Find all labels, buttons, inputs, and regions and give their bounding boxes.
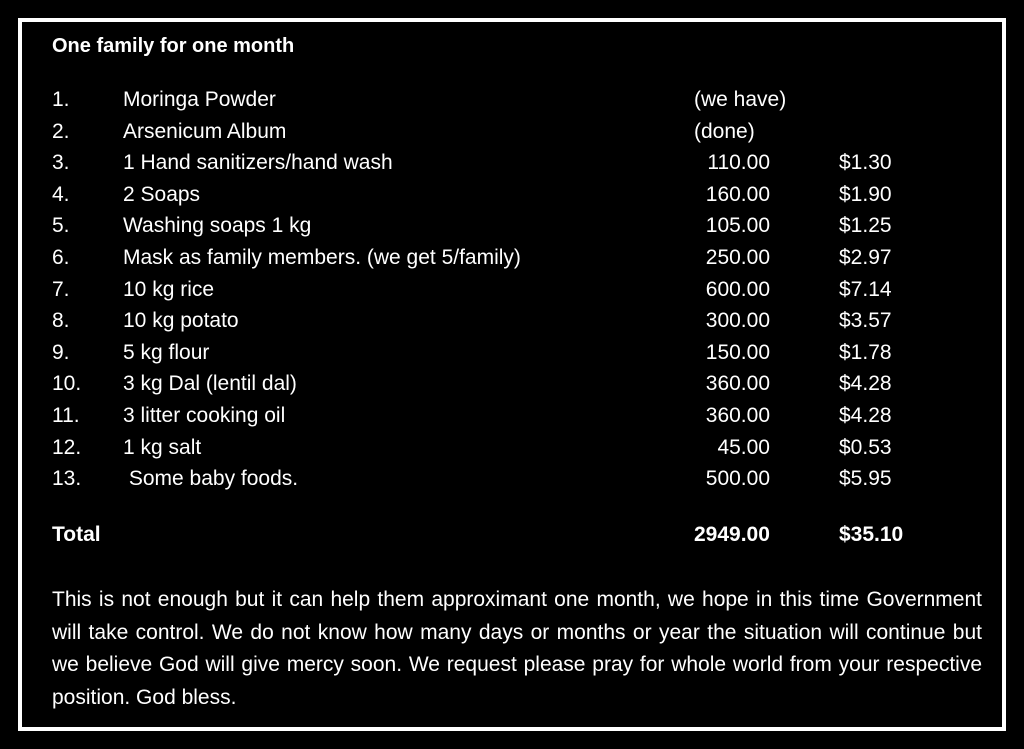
item-description: Some baby foods. bbox=[123, 467, 299, 491]
list-item bbox=[22, 337, 1002, 369]
item-number: 3. bbox=[52, 151, 70, 175]
item-description: 1 kg salt bbox=[123, 435, 202, 459]
item-usd: $4.28 bbox=[839, 372, 892, 396]
item-amount: 110.00 bbox=[707, 151, 770, 175]
item-number: 7. bbox=[52, 277, 70, 301]
list-item bbox=[22, 210, 1002, 242]
item-number: 11. bbox=[52, 403, 80, 427]
item-usd: $4.28 bbox=[839, 403, 892, 427]
item-description: 3 kg Dal (lentil dal) bbox=[123, 372, 297, 396]
item-amount: 500.00 bbox=[705, 467, 770, 491]
item-number: 12. bbox=[52, 435, 82, 459]
item-usd: $5.95 bbox=[839, 467, 892, 491]
item-usd: $1.25 bbox=[839, 214, 892, 238]
item-note: (done) bbox=[694, 119, 755, 143]
item-number: 6. bbox=[52, 245, 70, 269]
list-item bbox=[22, 463, 1002, 495]
item-number: 5. bbox=[52, 214, 70, 238]
list-item bbox=[22, 242, 1002, 274]
list-item bbox=[22, 84, 1002, 116]
list-item bbox=[22, 179, 1002, 211]
document-frame bbox=[18, 18, 1006, 731]
item-description: 5 kg flour bbox=[123, 340, 210, 364]
item-number: 1. bbox=[52, 88, 70, 111]
item-amount: 600.00 bbox=[705, 277, 770, 301]
document bbox=[22, 22, 1002, 727]
item-amount: 360.00 bbox=[705, 372, 770, 396]
item-amount: 250.00 bbox=[705, 245, 770, 269]
item-description: 1 Hand sanitizers/hand wash bbox=[123, 151, 393, 175]
item-usd: $1.30 bbox=[839, 151, 892, 175]
total-row bbox=[22, 520, 1002, 550]
item-usd: $1.90 bbox=[839, 182, 892, 206]
item-number: 9. bbox=[52, 340, 70, 364]
item-amount: 45.00 bbox=[717, 435, 770, 459]
closing-paragraph: This is not enough but it can help them approximant one month, we hope in this time Government will take control. We do not know how many days or months or year the situation will continue but we believe God will give mercy soon. We request please pray for whole world from your respective position. God bless. bbox=[52, 588, 982, 709]
item-usd: $3.57 bbox=[839, 309, 892, 333]
list-item bbox=[22, 147, 1002, 179]
item-description: 10 kg potato bbox=[123, 309, 239, 333]
total-amount: 2949.00 bbox=[694, 523, 770, 546]
item-amount: 150.00 bbox=[705, 340, 770, 364]
item-usd: $7.14 bbox=[839, 277, 892, 301]
item-description: Washing soaps 1 kg bbox=[123, 214, 312, 238]
document-title: One family for one month bbox=[52, 35, 295, 57]
item-amount: 360.00 bbox=[705, 403, 770, 427]
item-number: 10. bbox=[52, 372, 82, 396]
item-number: 2. bbox=[52, 119, 70, 143]
item-amount: 300.00 bbox=[705, 309, 770, 333]
item-usd: $0.53 bbox=[839, 435, 892, 459]
item-description: 3 litter cooking oil bbox=[123, 403, 286, 427]
list-item bbox=[22, 116, 1002, 148]
item-usd: $1.78 bbox=[839, 340, 892, 364]
item-number: 13. bbox=[52, 467, 82, 491]
list-item bbox=[22, 274, 1002, 306]
total-label: Total bbox=[52, 523, 101, 546]
item-amount: 105.00 bbox=[705, 214, 770, 238]
item-list bbox=[22, 84, 1002, 495]
item-number: 4. bbox=[52, 182, 70, 206]
item-description: Mask as family members. (we get 5/family) bbox=[123, 245, 521, 269]
total-usd: $35.10 bbox=[839, 523, 904, 546]
item-usd: $2.97 bbox=[839, 245, 892, 269]
list-item bbox=[22, 400, 1002, 432]
item-description: 2 Soaps bbox=[123, 182, 201, 206]
item-description: 10 kg rice bbox=[123, 277, 215, 301]
item-amount: 160.00 bbox=[705, 182, 770, 206]
list-item bbox=[22, 368, 1002, 400]
item-description: Moringa Powder bbox=[123, 88, 276, 111]
list-item bbox=[22, 432, 1002, 464]
item-description: Arsenicum Album bbox=[123, 119, 287, 143]
item-number: 8. bbox=[52, 309, 70, 333]
list-item bbox=[22, 305, 1002, 337]
item-note: (we have) bbox=[694, 88, 787, 111]
